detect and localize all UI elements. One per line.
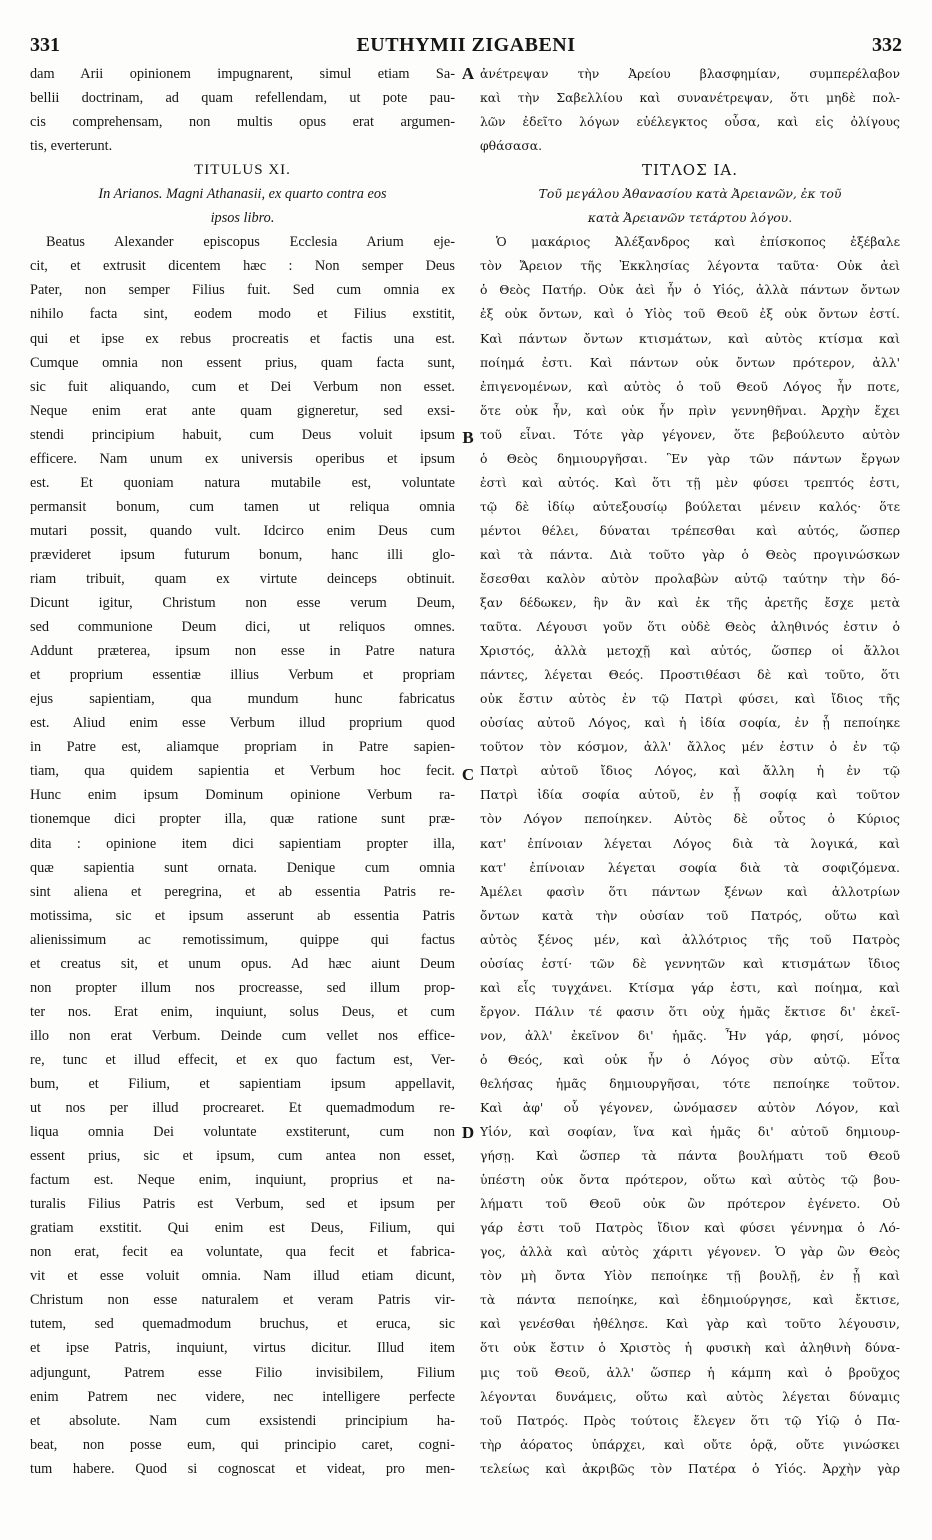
text-line: ἐξ οὐκ ὄντων, καὶ ὁ Υἱὸς τοῦ Θεοῦ ἐξ οὐκ ὄντων ἐστί.: [480, 306, 900, 322]
text-line: enim Patrem nec videre, nec intelligere perfecte: [30, 1388, 455, 1405]
text-line: qui et ipse ex rebus procreatis et factis una est.: [30, 330, 455, 347]
text-line: ὁ Θεός, καὶ οὐκ ἦν ὁ Λόγος σὺν αὐτῷ. Εἶτα: [480, 1051, 900, 1067]
text-line: ut nos per illud procrearet. Et quemadmodum re-: [30, 1100, 455, 1117]
text-line: καὶ τὰ πάντα. Διὰ τοῦτο γὰρ ὁ Θεὸς προγινώσκων: [480, 546, 900, 562]
text-line: liqua omnia Dei voluntate exstiterunt, cum non: [30, 1124, 455, 1141]
text-line: tum habere. Quod si cognoscat et videat, pro men-: [30, 1460, 455, 1477]
text-line: νον, ἀλλ' ἐκεῖνον δι' ἡμᾶς. Ἦν γάρ, φησί, μόνος: [480, 1027, 900, 1043]
text-line: οὐσίας αὐτοῦ Λόγος, καὶ ἡ ἰδία σοφία, ἐν ᾗ πεποίηκε: [480, 715, 900, 731]
text-line: Καὶ πάντων ὄντων κτισμάτων, καὶ αὐτὸς κτίσμα καὶ: [480, 330, 900, 346]
text-line: ὁ Θεὸς δημιουργῆσαι. Ἓν γὰρ τῶν πάντων ἔργων: [480, 450, 900, 466]
text-line: TITULUS XI.: [194, 162, 291, 179]
text-line: tiam, qua quidem sapientia et Verbum hoc fecit.: [30, 763, 455, 780]
text-line: τοῦ Πατρός. Πρὸς τούτοις ἔλεγεν ὅτι τῷ Υἱῷ ὁ Πα-: [480, 1412, 900, 1428]
text-line: bum, et Filium, et sapientiam ipsum appellavit,: [30, 1075, 455, 1092]
text-line: Πατρὶ ἰδία σοφία αὐτοῦ, ἐν ᾗ σοφίᾳ καὶ τοῦτον: [480, 787, 900, 803]
greek-column: [480, 62, 900, 1481]
text-line: λέγονται δυνάμεις, οὕτω καὶ αὐτὸς λέγεται δύναμις: [480, 1388, 900, 1404]
text-line: ποίημά ἐστι. Καὶ πάντων οὐκ ὄντων πρότερον, ἀλλ': [480, 354, 900, 370]
text-line: sed communione Deum dici, ut reliquos omnes.: [30, 619, 455, 636]
text-line: sint aliena et peregrina, et ab essentia Patris re-: [30, 883, 455, 900]
text-line: re, tunc et illud effecit, et ex quo factum est, Ver-: [30, 1051, 455, 1068]
text-line: ὑπέστη οὐκ ὄντα πρότερον, οὕτω καὶ αὐτὸς τῷ βου-: [480, 1172, 900, 1188]
text-line: et ipse Patris, inquiunt, virtus dicitur. Illud item: [30, 1340, 455, 1357]
text-line: riam tribuit, quam ex virtute deinceps obtinuit.: [30, 570, 455, 587]
text-line: ipsos libro.: [210, 210, 275, 227]
text-line: Neque enim erat ante quam gigneretur, sed exsi-: [30, 402, 455, 419]
text-line: ἐπιγενομένων, καὶ αὐτὸς ὁ τοῦ Θεοῦ Λόγος ἦν ποτε,: [480, 378, 900, 394]
text-line: beat, non posse eum, qui principio caret, cogni-: [30, 1436, 455, 1453]
text-line: τελείως καὶ ἀκριβῶς τὸν Πατέρα ὁ Υἱός. Ἀρχὴν γὰρ: [480, 1460, 900, 1476]
text-line: Καὶ ἀφ' οὗ γέγονεν, ὠνόμασεν αὐτὸν Λόγον, καὶ: [480, 1100, 900, 1116]
text-line: permansit bonum, cum tamen ut reliqua omnia: [30, 498, 455, 515]
text-line: ὅτε οὐκ ἦν, καὶ οὐκ ἦν πρὶν γεννηθῆναι. Ἀρχὴν ἔχει: [480, 402, 900, 418]
text-line: Pater, non semper Filius fuit. Sed cum omnia ex: [30, 282, 455, 299]
text-line: φθάσασα.: [480, 138, 543, 154]
text-line: gratiam exstitit. Qui enim est Deus, Filium, qui: [30, 1220, 455, 1237]
text-line: cis comprehensam, non multis opus erat argumen-: [30, 114, 455, 131]
text-line: ejus sapientiam, qua mundum hunc fabricatus: [30, 691, 455, 708]
text-line: κατ' ἐπίνοιαν λέγεται Λόγος διὰ τὰ λογικά, καὶ: [480, 835, 900, 851]
text-line: καὶ εἷς τυγχάνει. Κτίσμα γάρ ἐστι, καὶ ποίημα, καὶ: [480, 979, 900, 995]
text-line: κατὰ Ἀρειανῶν τετάρτου λόγου.: [587, 210, 793, 226]
text-line: sic fuit aliquando, cum et Dei Verbum non esset.: [30, 378, 455, 395]
text-line: est. Aliud enim esse Verbum illud proprium quod: [30, 715, 455, 732]
text-line: adjungunt, Patrem esse Filio invisibilem, Filium: [30, 1364, 455, 1381]
text-line: ὄντων κατὰ τὴν οὐσίαν τοῦ Πατρός, οὕτω καὶ: [480, 907, 900, 923]
text-line: non erat, fecit ea voluntate, qua fecit et fabrica-: [30, 1244, 455, 1261]
text-line: bellii doctrinam, ad quam refellendam, ut pote pau-: [30, 90, 455, 107]
text-line: ἔσεσθαι καλὸν αὐτὸν προλαβὼν αὐτῷ ταύτην τὴν δό-: [480, 570, 900, 586]
text-line: ἀνέτρεψαν τὴν Ἀρείου βλασφημίαν, συμπερέλαβον: [480, 66, 900, 81]
text-line: Addunt præterea, ipsum non esse in Patre natura: [30, 643, 455, 660]
text-line: Ὁ μακάριος Ἀλέξανδρος καὶ ἐπίσκοπος ἐξέβαλε: [496, 234, 900, 250]
text-line: γος, ἀλλὰ καὶ αὐτὸς χάριτι γέγονεν. Ὁ γὰρ ὢν Θεὸς: [480, 1244, 900, 1260]
page-number-left: 331: [30, 34, 60, 56]
text-line: ὁ Θεὸς Πατήρ. Οὐκ ἀεὶ ἦν ὁ Υἱός, ἀλλὰ πάντων ὄντων: [480, 282, 900, 298]
text-line: τὴρ ἀόρατος ὑπάρχει, καὶ οὔτε ὁρᾷ, οὔτε γινώσκει: [480, 1436, 900, 1452]
text-line: factum est. Neque enim, inquiunt, proprius et na-: [30, 1172, 455, 1189]
text-line: tis, everterunt.: [30, 138, 113, 155]
text-line: τὸν Ἄρειον τῆς Ἐκκλησίας λέγοντα ταῦτα· Οὐκ ἀεὶ: [480, 258, 900, 274]
text-line: dita : opinione item dici sapientiam propter illa,: [30, 835, 455, 852]
text-line: stendi principium habuit, cum Deus voluit ipsum: [30, 426, 455, 443]
text-line: οὐκ ἔστιν αὐτὸς ἐν τῷ Πατρὶ φύσει, καὶ ἴδιος τῆς: [480, 691, 900, 707]
text-line: efficere. Nam unum ex universis operibus et ipsum: [30, 450, 455, 467]
text-line: dam Arii opinionem impugnarent, simul etiam Sa-: [30, 66, 455, 82]
text-line: Πατρὶ αὐτοῦ ἴδιος Λόγος, καὶ ἄλλη ἡ ἐν τῷ: [480, 763, 900, 779]
text-line: οὐσίας ἐστί· τῶν δὲ γεννητῶν καὶ κτισμάτων ἴδιος: [480, 955, 900, 971]
text-line: ter nos. Erat enim, inquiunt, solus Deus, et cum: [30, 1003, 455, 1020]
text-line: θελήσας ἡμᾶς δημιουργῆσαι, τότε πεποίηκε τοῦτον.: [480, 1075, 900, 1091]
text-line: ὅτι οὐκ ἔστιν ὁ Χριστὸς ἡ φυσικὴ καὶ ἀληθινὴ δύνα-: [480, 1340, 900, 1356]
text-line: Χριστός, ἀλλὰ μετοχῇ καὶ αὐτός, ὥσπερ οἱ ἄλλοι: [480, 643, 900, 659]
text-line: λήματι τοῦ Θεοῦ οὐκ ὢν πρότερον ἐγένετο. Οὐ: [480, 1196, 900, 1212]
latin-column: [30, 62, 455, 1481]
text-line: cit, et extrusit dicentem hæc : Non semper Deus: [30, 258, 455, 275]
text-line: καὶ γενέσθαι ἠθέλησε. Καὶ γὰρ καὶ τοῦτο λέγουσιν,: [480, 1316, 900, 1332]
text-line: ΤΙΤΛΟΣ ΙΑ.: [642, 161, 738, 180]
text-line: γάρ ἐστι τοῦ Πατρὸς ἴδιον καὶ φύσει γέννημα ὁ Λό-: [480, 1220, 900, 1236]
text-line: Christum non esse naturalem et veram Patris vir-: [30, 1292, 455, 1309]
text-line: πάντες, λέγεται Θεός. Προστιθέασι δὲ καὶ τοῦτο, ὅτι: [480, 667, 900, 683]
text-line: est. Et quoniam natura mutabile est, voluntate: [30, 474, 455, 491]
text-line: τῷ δὲ ἰδίῳ αὐτεξουσίῳ βούλεται μένειν καλός· ὅτε: [480, 498, 900, 514]
text-line: τοῦ εἶναι. Τότε γὰρ γέγονεν, ὅτε βεβούλευτο αὐτὸν: [480, 426, 900, 442]
text-line: et absolute. Nam cum exsistendi principium ha-: [30, 1412, 455, 1429]
text-line: γήσῃ. Καὶ ὥσπερ τὰ πάντα βουλήματι τοῦ Θεοῦ: [480, 1148, 900, 1164]
text-line: prævideret ipsum futurum bonum, hanc illi glo-: [30, 546, 455, 563]
text-line: nihilo facta sint, eodem modo et Filius exstitit,: [30, 306, 455, 323]
margin-marker-a: A: [461, 64, 475, 83]
text-line: αὐτὸς ξένος μέν, καὶ ἀλλότριος τῆς τοῦ Πατρὸς: [480, 931, 900, 947]
text-line: Hunc enim ipsum Dominum opinione Verbum ra-: [30, 787, 455, 804]
text-line: τὸν μὴ ὄντα Υἱὸν πεποίηκε τῇ βουλῇ, ἐν ᾗ καὶ: [480, 1268, 900, 1284]
text-line: ἐστὶ καὶ αὐτός. Καὶ ὅτι τῇ μὲν φύσει τρεπτός ἐστι,: [480, 474, 900, 490]
page-header: [30, 34, 902, 60]
text-line: Ἀμέλει φασὶν ὅτι πάντων ξένων καὶ ἀλλοτρίων: [480, 883, 900, 899]
text-line: mutari possit, quando vult. Idcirco enim Deus cum: [30, 522, 455, 539]
margin-marker-d: D: [461, 1123, 475, 1142]
text-line: μέντοι θέλει, δύναται τρέπεσθαι καὶ αὐτός, ὥσπερ: [480, 522, 900, 538]
text-line: tutem, sed quemadmodum bruchus, et eruca, sic: [30, 1316, 455, 1333]
text-line: illo non erat Verbum. Deinde cum vellet nos effice-: [30, 1027, 455, 1044]
text-line: κατ' ἐπίνοιαν λέγεται σοφία διὰ τὰ σοφιζόμενα.: [480, 859, 900, 875]
text-line: Dicunt igitur, Christum non esse verum Deum,: [30, 595, 455, 612]
page-number-right: 332: [872, 34, 902, 56]
text-line: Υἱόν, καὶ σοφίαν, ἵνα καὶ ἡμᾶς δι' αὐτοῦ δημιουρ-: [480, 1124, 900, 1140]
text-line: ξαν δέδωκεν, ἣν ἂν καὶ ἐκ τῆς ἀρετῆς ἔσχε μετὰ: [480, 595, 900, 611]
text-line: Beatus Alexander episcopus Ecclesia Arium eje-: [46, 234, 455, 251]
text-line: In Arianos. Magni Athanasii, ex quarto contra eos: [98, 186, 387, 203]
text-line: turalis Filius Patris est Verbum, sed et ipsum per: [30, 1196, 455, 1213]
text-line: vit et esse voluit omnia. Nam illud etiam dicunt,: [30, 1268, 455, 1285]
text-line: essent prius, sic et ipsum, cum antea non esset,: [30, 1148, 455, 1165]
text-line: μις τοῦ Θεοῦ, ἀλλ' ὥσπερ ἡ κάμπη καὶ ὁ βροῦχος: [480, 1364, 900, 1380]
text-line: tionemque dici propter illa, quæ ratione sunt præ-: [30, 811, 455, 828]
text-line: τὸν Λόγον πεποίηκεν. Αὐτὸς δὲ οὗτος ὁ Κύριος: [480, 811, 900, 827]
text-line: alienissimum ac remotissimum, quippe qui factus: [30, 931, 455, 948]
text-line: καὶ τὴν Σαβελλίου καὶ συνανέτρεψαν, ὅτι μηδὲ πολ-: [480, 90, 900, 106]
text-line: τὰ πάντα πεποίηκε, καὶ ἐδημιούργησε, καὶ ἔκτισε,: [480, 1292, 900, 1308]
text-line: non propter illum nos procreasse, sed illum prop-: [30, 979, 455, 996]
running-title: EUTHYMII ZIGABENI: [356, 34, 576, 56]
text-line: motissima, sic et ipsum asserunt ab essentia Patris: [30, 907, 455, 924]
text-line: in Patre est, aliamque propriam in Patre sapien-: [30, 739, 455, 756]
text-line: τοῦτον τὸν κόσμον, ἀλλ' ἄλλος μέν ἐστιν ὁ ἐν τῷ: [480, 739, 900, 755]
margin-marker-b: B: [462, 428, 474, 447]
text-line: ταῦτα. Λέγουσι γοῦν ὅτι οὐδὲ Θεὸς ἀληθινός ἐστιν ὁ: [480, 619, 900, 635]
text-line: quæ sapientia sunt ornata. Denique cum omnia: [30, 859, 455, 876]
text-line: Cumque omnia non essent prius, quam facta sunt,: [30, 354, 455, 371]
text-line: et creatus sit, et unum opus. Ad hæc aiunt Deum: [30, 955, 455, 972]
text-line: et proprium essentiæ illius Verbum et propriam: [30, 667, 455, 684]
text-line: ἔργον. Πάλιν τέ φασιν ὅτι οὐχ ἡμᾶς ἔκτισε δι' ἐκεῖ-: [480, 1003, 900, 1019]
text-line: λῶν ἐδεῖτο λόγων εὐέλεγκτος οὖσα, καὶ εἰς ὀλίγους: [480, 114, 900, 130]
margin-marker-c: C: [461, 765, 475, 784]
text-line: Τοῦ μεγάλου Ἀθανασίου κατὰ Ἀρειανῶν, ἐκ τοῦ: [538, 186, 842, 202]
